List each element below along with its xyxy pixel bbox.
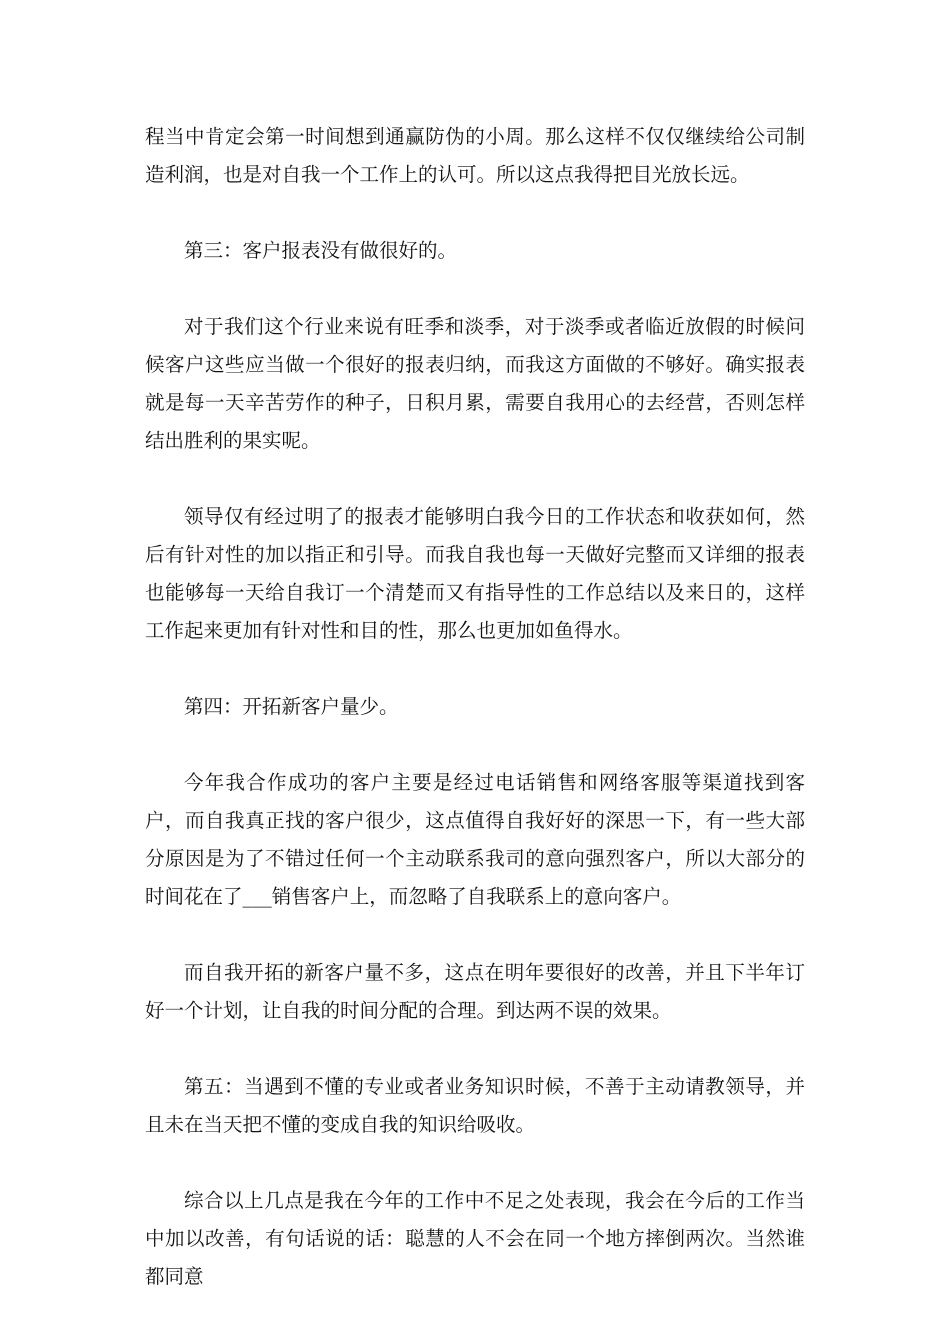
heading-point-five: 第五：当遇到不懂的专业或者业务知识时候，不善于主动请教领导，并且未在当天把不懂的变成自我的知识给吸收。 — [145, 1075, 805, 1136]
paragraph-9: 综合以上几点是我在今年的工作中不足之处表现，我会在今后的工作当中加以改善，有句话说的话：聪慧的人不会在同一个地方摔倒两次。当然谁都同意 — [145, 1189, 805, 1288]
paragraph-4: 领导仅有经过明了的报表才能够明白我今日的工作状态和收获如何，然后有针对性的加以指正和引导。而我自我也每一天做好完整而又详细的报表也能够每一天给自我订一个清楚而又有指导性的工作总结以及来日的，这样工作起来更加有针对性和目的性，那么也更加如鱼得水。 — [145, 505, 805, 642]
document-body — [145, 118, 805, 1334]
heading-point-three: 第三：客户报表没有做很好的。 — [184, 239, 458, 262]
paragraph-6: 今年我合作成功的客户主要是经过电话销售和网络客服等渠道找到客户，而自我真正找的客户很少，这点值得自我好好的深思一下，有一些大部分原因是为了不错过任何一个主动联系我司的意向强烈客户，所以大部分的时间花在了___销售客户上，而忽略了自我联系上的意向客户。 — [145, 771, 805, 908]
paragraph-1: 程当中肯定会第一时间想到通赢防伪的小周。那么这样不仅仅继续给公司制造利润，也是对自我一个工作上的认可。所以这点我得把目光放长远。 — [145, 125, 805, 186]
paragraph-7: 而自我开拓的新客户量不多，这点在明年要很好的改善，并且下半年订好一个计划，让自我的时间分配的合理。到达两不误的效果。 — [145, 961, 805, 1022]
heading-point-four: 第四：开拓新客户量少。 — [184, 695, 399, 718]
paragraph-3: 对于我们这个行业来说有旺季和淡季，对于淡季或者临近放假的时候问候客户这些应当做一个很好的报表归纳，而我这方面做的不够好。确实报表就是每一天辛苦劳作的种子，日积月累，需要自我用心的去经营，否则怎样结出胜利的果实呢。 — [145, 315, 805, 452]
